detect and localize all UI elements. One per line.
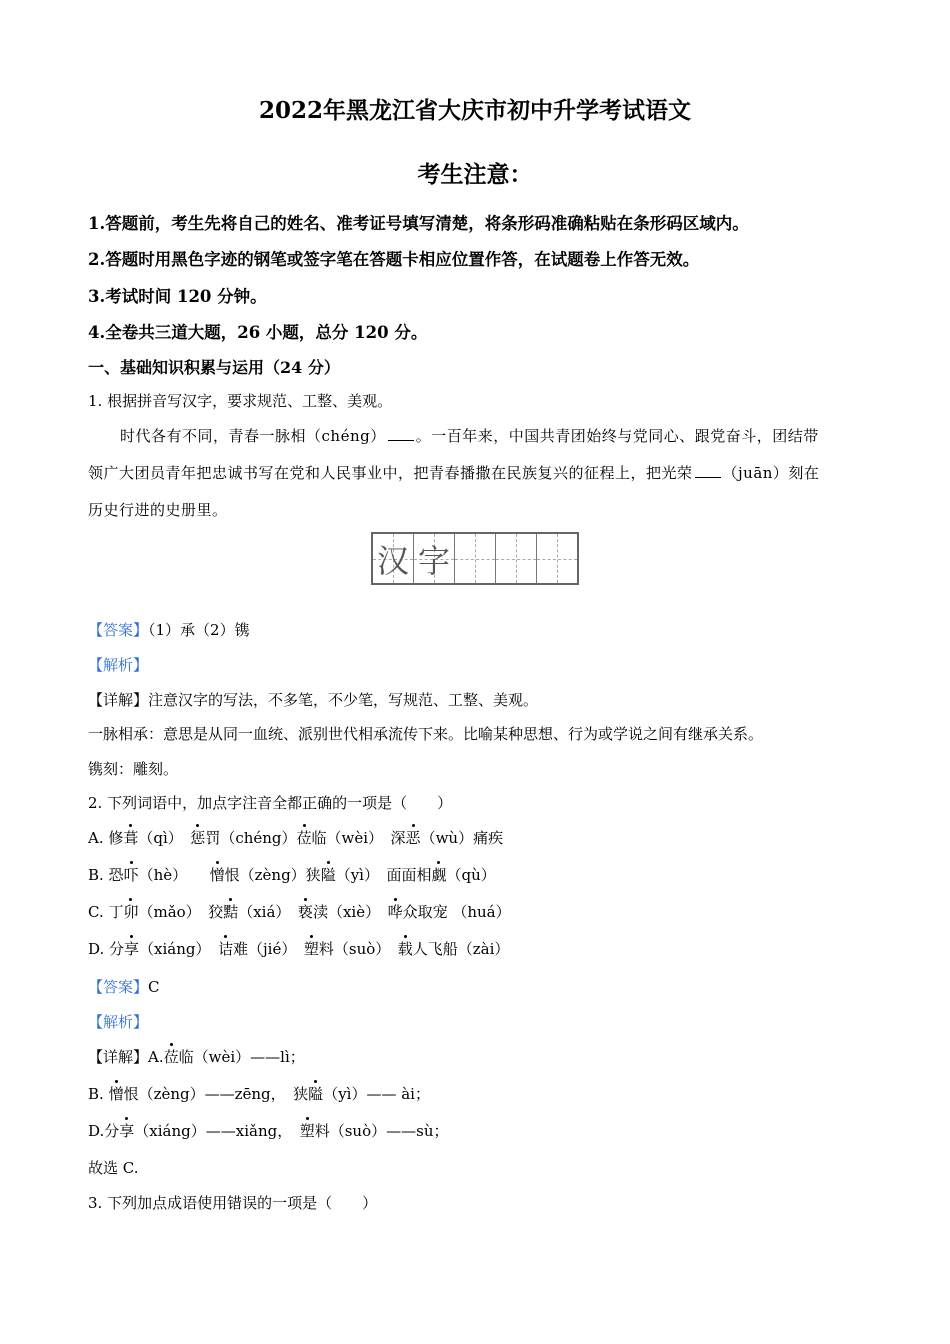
option-text: 罚（chéng） xyxy=(205,829,297,847)
answer-blank xyxy=(695,463,721,478)
detail-tag: 【详解】 xyxy=(88,691,149,709)
dotted-char: 吓 xyxy=(123,866,139,884)
grid-cell xyxy=(373,534,414,583)
notice-heading: 考生注意： xyxy=(417,161,533,188)
page-title: 2022年黑龙江省大庆市初中升学考试语文 xyxy=(258,97,691,124)
option-text: （mǎo） 狡 xyxy=(138,903,224,921)
passage-text: 。一百年来，中国共青团始终与党同心、跟党奋斗，团结带 xyxy=(415,427,819,445)
detail-text: 注意汉字的写法，不多笔，不少笔，写规范、工整、美观。 xyxy=(148,691,539,709)
grid-char: 汉 xyxy=(376,541,409,580)
writing-grid xyxy=(371,532,579,585)
grid-cell xyxy=(455,534,496,583)
option-text: 人飞船（zài） xyxy=(412,940,510,958)
dotted-char: 塑 xyxy=(299,1122,315,1140)
grid-cell xyxy=(414,534,455,583)
dotted-char: 恶 xyxy=(405,829,421,847)
dotted-char: 隘 xyxy=(308,1085,324,1103)
passage-text: （juān）刻在 xyxy=(722,464,820,482)
option-text: （xiáng） xyxy=(139,940,219,958)
q2-stem: 2. 下列词语中，加点字注音全都正确的一项是（ ） xyxy=(88,794,453,812)
q2-analysis-tag: 【解析】 xyxy=(88,1013,149,1031)
detail-text: 临（wèi）——lì； xyxy=(178,1048,305,1066)
dotted-char: 黠 xyxy=(223,903,239,921)
dotted-char: 莅 xyxy=(163,1048,179,1066)
grid-cell xyxy=(496,534,537,583)
option-text: C. 丁 xyxy=(88,903,124,921)
dotted-char: 享 xyxy=(119,1122,135,1140)
detail-text: B. xyxy=(88,1085,109,1103)
notice-2: 2.答题时用黑色字迹的钢笔或签字笔在答题卡相应位置作答，在试题卷上作答无效。 xyxy=(88,250,700,269)
dotted-char: 憎 xyxy=(209,866,225,884)
option-text: 恨（zèng）狭 xyxy=(224,866,321,884)
dotted-char: 哗 xyxy=(387,903,403,921)
answer-tag: 【答案】 xyxy=(88,978,149,996)
dotted-char: 莅 xyxy=(296,829,312,847)
q1-note-2: 镌刻：雕刻。 xyxy=(88,760,179,778)
option-text: 料（suò） xyxy=(318,940,398,958)
grid-cell xyxy=(537,534,577,583)
detail-tag: 【详解】 xyxy=(88,1048,149,1066)
option-text: 难（jié） xyxy=(233,940,304,958)
q2-option-c[interactable] xyxy=(88,901,511,922)
detail-text: （xiáng）——xiǎng， xyxy=(134,1122,300,1140)
option-text: D. 分 xyxy=(88,940,125,958)
detail-text: 恨（zèng）——zēng， 狭 xyxy=(123,1085,309,1103)
dotted-char: 载 xyxy=(397,940,413,958)
dotted-char: 亵 xyxy=(297,903,313,921)
q1-passage-line3: 历史行进的史册里。 xyxy=(88,501,228,519)
dotted-char: 憎 xyxy=(108,1085,124,1103)
option-text: 众取宠 （huá） xyxy=(402,903,511,921)
option-text: 临（wèi） 深 xyxy=(311,829,406,847)
detail-text: 料（suò）——sù； xyxy=(314,1122,449,1140)
grid-char: 字 xyxy=(417,541,450,580)
option-text: （yì） 面面相 xyxy=(335,866,432,884)
dotted-char: 诘 xyxy=(218,940,234,958)
dotted-char: 觑 xyxy=(431,866,447,884)
detail-text: （yì）—— ài； xyxy=(323,1085,430,1103)
q3-stem: 3. 下列加点成语使用错误的一项是（ ） xyxy=(88,1194,378,1212)
answer-tag: 【答案】 xyxy=(88,621,149,639)
q2-detail-b xyxy=(88,1083,430,1104)
q1-passage-line1 xyxy=(120,425,819,446)
q2-option-d[interactable] xyxy=(88,938,509,959)
dotted-char: 葺 xyxy=(123,829,139,847)
q1-passage-line2 xyxy=(88,462,819,483)
option-text: （hè） xyxy=(138,866,210,884)
option-text: （xiá） xyxy=(238,903,298,921)
detail-text: D.分 xyxy=(88,1122,120,1140)
answer-blank xyxy=(388,426,414,441)
option-text: 渎（xiè） xyxy=(312,903,388,921)
dotted-char: 塑 xyxy=(303,940,319,958)
q2-conclusion: 故选 C. xyxy=(88,1159,139,1177)
q2-option-a[interactable] xyxy=(88,827,503,848)
option-text: （qì） xyxy=(138,829,191,847)
notice-4: 4.全卷共三道大题，26 小题，总分 120 分。 xyxy=(88,323,428,342)
dotted-char: 惩 xyxy=(190,829,206,847)
passage-text: 领广大团员青年把忠诚书写在党和人民事业中，把青春播撒在民族复兴的征程上，把光荣 xyxy=(88,464,693,482)
dotted-char: 隘 xyxy=(320,866,336,884)
dotted-char: 享 xyxy=(124,940,140,958)
q1-analysis-tag: 【解析】 xyxy=(88,656,149,674)
option-text: A. 修 xyxy=(88,829,124,847)
q1-note-1: 一脉相承：意思是从同一血统、派别世代相承流传下来。比喻某种思想、行为或学说之间有继承关系。 xyxy=(88,725,764,743)
option-text: （qù） xyxy=(446,866,496,884)
q2-detail-a xyxy=(88,1046,305,1067)
notice-1: 1.答题前，考生先将自己的姓名、准考证号填写清楚，将条形码准确粘贴在条形码区域内。 xyxy=(88,214,749,233)
q1-detail xyxy=(88,689,538,710)
q1-stem: 1. 根据拼音写汉字，要求规范、工整、美观。 xyxy=(88,392,393,410)
q2-option-b[interactable] xyxy=(88,864,496,885)
answer-text: （1）承（2）镌 xyxy=(148,621,250,639)
option-text: （wù）痛疾 xyxy=(420,829,504,847)
q1-answer xyxy=(88,619,250,640)
q2-answer xyxy=(88,976,160,997)
answer-text: C xyxy=(148,978,160,996)
dotted-char: 卯 xyxy=(123,903,139,921)
passage-text: 时代各有不同，青春一脉相（chéng） xyxy=(120,427,386,445)
section-heading: 一、基础知识积累与运用（24 分） xyxy=(88,358,340,377)
detail-text: A. xyxy=(148,1048,164,1066)
option-text: B. 恐 xyxy=(88,866,124,884)
q2-detail-d xyxy=(88,1120,448,1141)
notice-3: 3.考试时间 120 分钟。 xyxy=(88,287,267,306)
